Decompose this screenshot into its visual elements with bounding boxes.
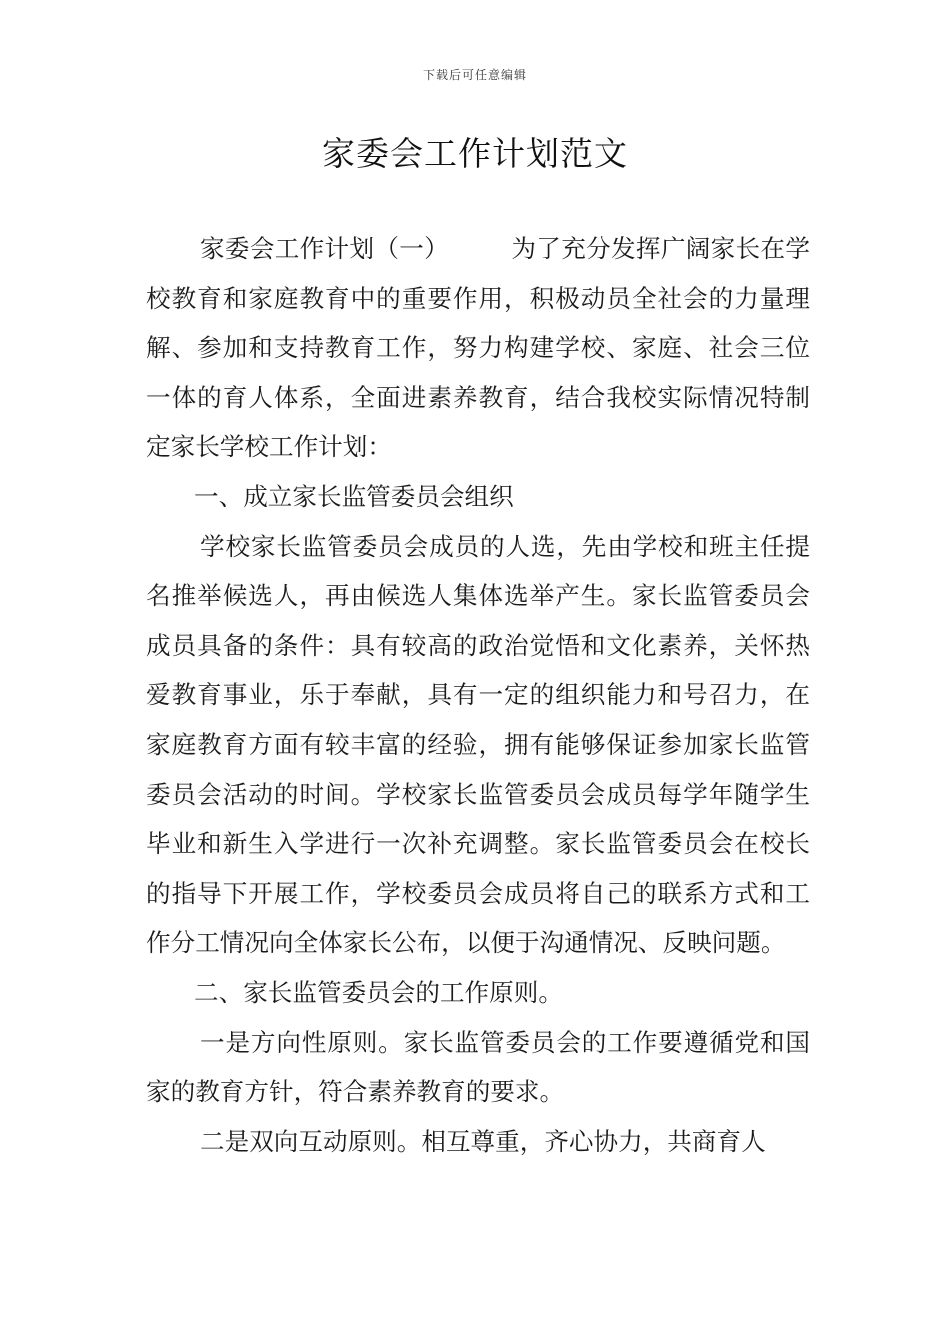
principle-1-paragraph: 一是方向性原则。家长监管委员会的工作要遵循党和国家的教育方针，符合素养教育的要求。: [146, 1027, 810, 1107]
intro-paragraph: [146, 224, 810, 472]
intro-heading: 家委会工作计划（一）: [200, 234, 450, 263]
intro-text: 为了充分发挥广阔家长在学校教育和家庭教育中的重要作用，积极动员全社会的力量理解、参加和支持教育工作，努力构建学校、家庭、社会三位一体的育人体系，全面进素养教育，结合我校实际情况特制定家长学校工作计划：: [146, 234, 810, 462]
document-title: 家委会工作计划范文: [322, 134, 628, 173]
document-body: [146, 224, 810, 1166]
section1-paragraph: 学校家长监管委员会成员的人选，先由学校和班主任提名推举候选人，再由候选人集体选举产生。家长监管委员会成员具备的条件：具有较高的政治觉悟和文化素养，关怀热爱教育事业，乐于奉献，具有一定的组织能力和号召力，在家庭教育方面有较丰富的经验，拥有能够保证参加家长监管委员会活动的时间。学校家长监管委员会成员每学年随学生毕业和新生入学进行一次补充调整。家长监管委员会在校长的指导下开展工作，学校委员会成员将自己的联系方式和工作分工情况向全体家长公布，以便于沟通情况、反映问题。: [146, 531, 810, 958]
section1-heading: 一、成立家长监管委员会组织: [194, 481, 514, 511]
section2-heading: 二、家长监管委员会的工作原则。: [194, 977, 563, 1007]
principle-2-paragraph: 二是双向互动原则。相互尊重，齐心协力，共商育人: [200, 1126, 766, 1156]
page-header-note: 下载后可任意编辑: [422, 68, 527, 82]
